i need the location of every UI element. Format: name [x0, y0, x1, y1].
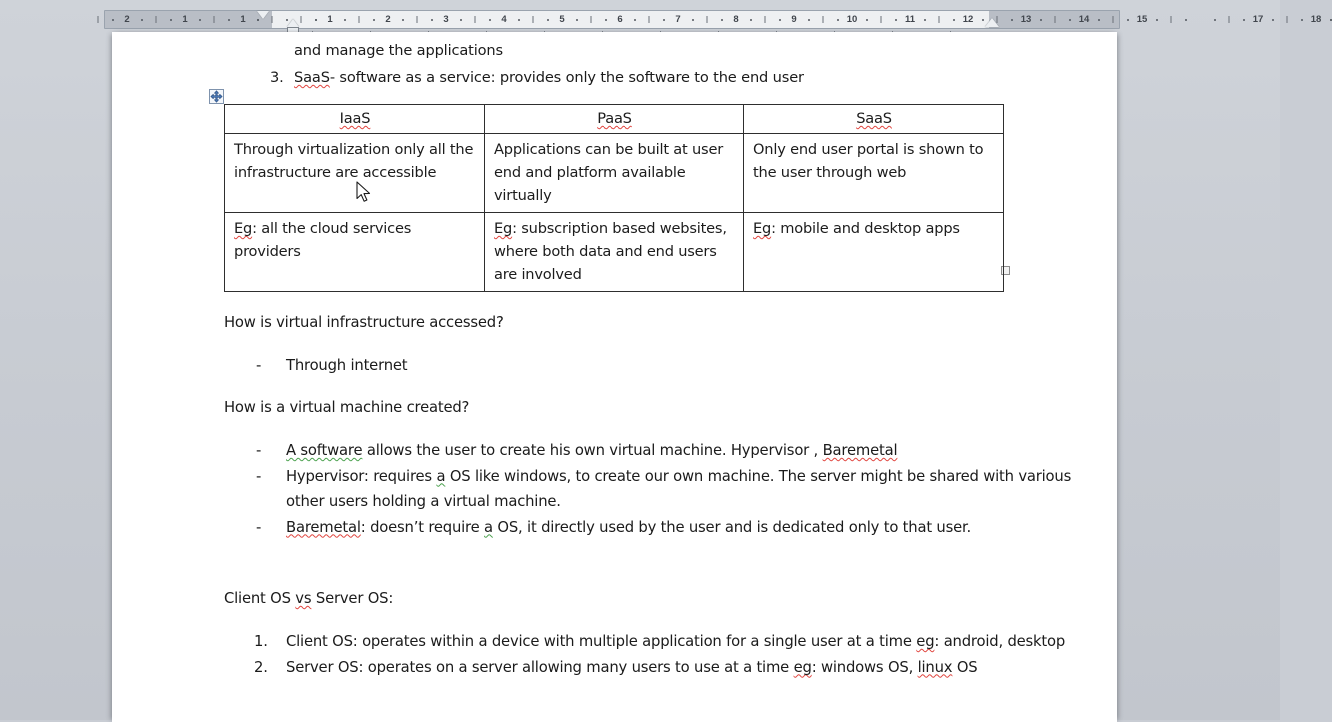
cell-paas-example-text: : subscription based websites, where both data and end users are involved: [494, 220, 727, 283]
ruler-bar: [1229, 16, 1230, 23]
list-item: [224, 438, 1104, 464]
ruler-bar: [475, 16, 476, 23]
ruler-number-1: 1: [240, 14, 246, 25]
ruler-bar: [301, 16, 302, 23]
move-arrows-icon: [210, 90, 223, 103]
ruler-dot: [750, 19, 752, 21]
ruler-number-7: 7: [675, 14, 681, 25]
ruler-bar: [1171, 16, 1172, 23]
list-item-label-cont: : windows OS,: [811, 658, 918, 676]
ruler-bar: [1287, 16, 1288, 23]
table-header-saas: [744, 105, 1004, 134]
heading-pre: Client OS: [224, 590, 296, 607]
ruler-dot: [605, 19, 607, 21]
ruler-dot: [982, 19, 984, 21]
ruler-number-4: 4: [501, 14, 507, 25]
ruler-dot: [692, 19, 694, 21]
cell-saas-example[interactable]: [744, 213, 1004, 292]
heading-post: Server OS:: [311, 590, 394, 607]
question-virtual-infrastructure: How is virtual infrastructure accessed?: [224, 314, 504, 331]
ruler-dot: [518, 19, 520, 21]
ruler-dot: [199, 19, 201, 21]
list-item-label: allows the user to create his own virtual machine. Hypervisor ,: [362, 442, 823, 459]
ruler-dot: [489, 19, 491, 21]
list-item-label-cont: : android, desktop: [934, 633, 1066, 650]
ruler-dot: [1272, 19, 1274, 21]
ruler-number-1: 1: [327, 14, 333, 25]
ruler-dot: [1069, 19, 1071, 21]
ruler-number-15: 15: [1136, 14, 1148, 25]
first-line-indent-marker[interactable]: [257, 11, 269, 19]
ruler-number-12: 12: [962, 14, 974, 25]
list-item-3-text: [294, 65, 804, 90]
list-item-number: 1.: [254, 633, 268, 650]
ruler-number-1: 1: [182, 14, 188, 25]
table-row: [225, 213, 1004, 292]
cell-iaas-example[interactable]: [225, 213, 485, 292]
ruler-dot: [141, 19, 143, 21]
horizontal-ruler[interactable]: [104, 10, 1322, 30]
ruler-dot: [315, 19, 317, 21]
misspelled-vs: vs: [295, 590, 312, 607]
cell-paas-description[interactable]: Applications can be built at user end and platform available virtually: [485, 134, 744, 213]
table-header-iaas-text: IaaS: [339, 110, 371, 127]
section-virtual-infrastructure: [224, 310, 1104, 379]
dash-marker: -: [256, 442, 262, 459]
ruler-dot: [721, 19, 723, 21]
list-item-label: Hypervisor: requires: [286, 467, 437, 485]
ruler-dot: [1098, 19, 1100, 21]
hanging-indent-marker[interactable]: [287, 19, 299, 27]
list-item: [224, 353, 1104, 379]
ruler-bar: [591, 16, 592, 23]
ruler-dot: [663, 19, 665, 21]
ruler-dot: [866, 19, 868, 21]
ruler-dot: [257, 19, 259, 21]
document-page[interactable]: [112, 32, 1117, 722]
ruler-dot: [1330, 19, 1332, 21]
ruler-bar: [765, 16, 766, 23]
ruler-bar: [272, 16, 273, 23]
ruler-bar: [939, 16, 940, 23]
ruler-dot: [1185, 19, 1187, 21]
misspelled-eg: Eg: [234, 220, 253, 237]
ruler-dot: [837, 19, 839, 21]
section-client-vs-server: [224, 586, 1104, 680]
ruler-number-17: 17: [1252, 14, 1264, 25]
misspelled-saas: SaaS: [294, 69, 330, 86]
ruler-bar: [533, 16, 534, 23]
table-header-paas: [485, 105, 744, 134]
list-item-3-rest: - software as a service: provides only the software to the end user: [329, 69, 804, 86]
misspelled-eg: eg: [916, 633, 935, 650]
ruler-number-6: 6: [617, 14, 623, 25]
ruler-bar: [417, 16, 418, 23]
heading-client-vs-server: [224, 586, 1104, 611]
section-virtual-machine: [224, 395, 1104, 540]
list-item-label: Client OS: operates within a device with multiple application for a single user at a time: [286, 633, 917, 650]
table-header-saas-text: SaaS: [856, 110, 892, 127]
ruler-number-11: 11: [904, 14, 916, 25]
ruler-dot: [953, 19, 955, 21]
list-item: [224, 464, 1104, 515]
list-item-label-cont: OS like windows, to create our own machine. The server might be shared with various other users holding a virtual machine.: [286, 467, 1072, 510]
ruler-dot: [808, 19, 810, 21]
list-item-label-cont: OS, it directly used by the user and is dedicated only to that user.: [492, 518, 972, 536]
ruler-bar: [98, 16, 99, 23]
ruler-bar: [214, 16, 215, 23]
dash-marker: -: [256, 518, 262, 536]
list-item-label: Server OS: operates on a server allowing many users to use at a time: [286, 658, 794, 676]
ruler-dot: [228, 19, 230, 21]
continuation-line: and manage the applications: [294, 42, 503, 59]
ruler-number-10: 10: [846, 14, 858, 25]
ruler-number-14: 14: [1078, 14, 1090, 25]
bullet-list-section-2: [224, 438, 1104, 540]
comparison-table[interactable]: [224, 104, 1004, 292]
ruler-number-18: 18: [1310, 14, 1322, 25]
list-item-number: 2.: [254, 658, 268, 676]
ruler-dot: [431, 19, 433, 21]
cell-iaas-description[interactable]: Through virtualization only all the infrastructure are accessible: [225, 134, 485, 213]
list-item-label: Through internet: [286, 357, 408, 374]
dash-marker: -: [256, 357, 262, 374]
ruler-dot: [1301, 19, 1303, 21]
table-header-row: [225, 105, 1004, 134]
ruler-dot: [112, 19, 114, 21]
list-item: [224, 629, 1104, 655]
misspelled-linux: linux: [917, 658, 953, 676]
misspelled-baremetal: Baremetal: [822, 442, 898, 459]
ruler-bar: [823, 16, 824, 23]
misspelled-baremetal: Baremetal: [286, 518, 361, 536]
ruler-dot: [170, 19, 172, 21]
ruler-number-5: 5: [559, 14, 565, 25]
list-item: [224, 655, 1104, 681]
ruler-bar: [359, 16, 360, 23]
grammar-error-a: a: [484, 518, 493, 536]
ruler-bar: [649, 16, 650, 23]
ruler-number-3: 3: [443, 14, 449, 25]
list-item-label: : doesn’t require: [360, 518, 485, 536]
misspelled-eg: Eg: [494, 220, 513, 237]
ruler-bar: [1113, 16, 1114, 23]
ruler-dot: [1243, 19, 1245, 21]
misspelled-eg: Eg: [753, 220, 772, 237]
ruler-dot: [895, 19, 897, 21]
ruler-bar: [707, 16, 708, 23]
cell-iaas-example-text: : all the cloud services providers: [234, 220, 412, 260]
ruler-dot: [344, 19, 346, 21]
ruler-dot: [1214, 19, 1216, 21]
ruler-dot: [402, 19, 404, 21]
ruler-dot: [373, 19, 375, 21]
cell-saas-description[interactable]: Only end user portal is shown to the user through web: [744, 134, 1004, 213]
ruler-number-8: 8: [733, 14, 739, 25]
right-indent-marker[interactable]: [985, 18, 999, 27]
ruler-dot: [924, 19, 926, 21]
question-virtual-machine: How is a virtual machine created?: [224, 399, 470, 416]
list-item-3-number: 3.: [270, 69, 284, 86]
misspelled-eg: eg: [793, 658, 812, 676]
ruler-dot: [1011, 19, 1013, 21]
ruler-dot: [779, 19, 781, 21]
table-header-iaas: [225, 105, 485, 134]
grammar-error-a-software: A software: [286, 442, 363, 459]
table-header-paas-text: PaaS: [597, 110, 632, 127]
ruler-number-13: 13: [1020, 14, 1032, 25]
ruler-number-2: 2: [385, 14, 391, 25]
ruler-dot: [460, 19, 462, 21]
ruler-dot: [547, 19, 549, 21]
ruler-bar: [156, 16, 157, 23]
ruler-bar: [881, 16, 882, 23]
numbered-list-section-3: [224, 629, 1104, 680]
dash-marker: -: [256, 467, 262, 485]
ruler-dot: [1156, 19, 1158, 21]
table-move-handle[interactable]: [209, 89, 224, 104]
list-item: [224, 515, 1104, 541]
ruler-bar: [1055, 16, 1056, 23]
list-item-label-end: OS: [952, 658, 978, 676]
ruler-dot: [634, 19, 636, 21]
ruler-number-2: 2: [124, 14, 130, 25]
cell-saas-example-text: : mobile and desktop apps: [771, 220, 960, 237]
ruler-dot: [1127, 19, 1129, 21]
cell-paas-example[interactable]: [485, 213, 744, 292]
ruler-dot: [1040, 19, 1042, 21]
bullet-list-section-1: [224, 353, 1104, 379]
ruler-number-9: 9: [791, 14, 797, 25]
table-row: [225, 134, 1004, 213]
grammar-error-a: a: [436, 467, 446, 485]
ruler-dot: [576, 19, 578, 21]
